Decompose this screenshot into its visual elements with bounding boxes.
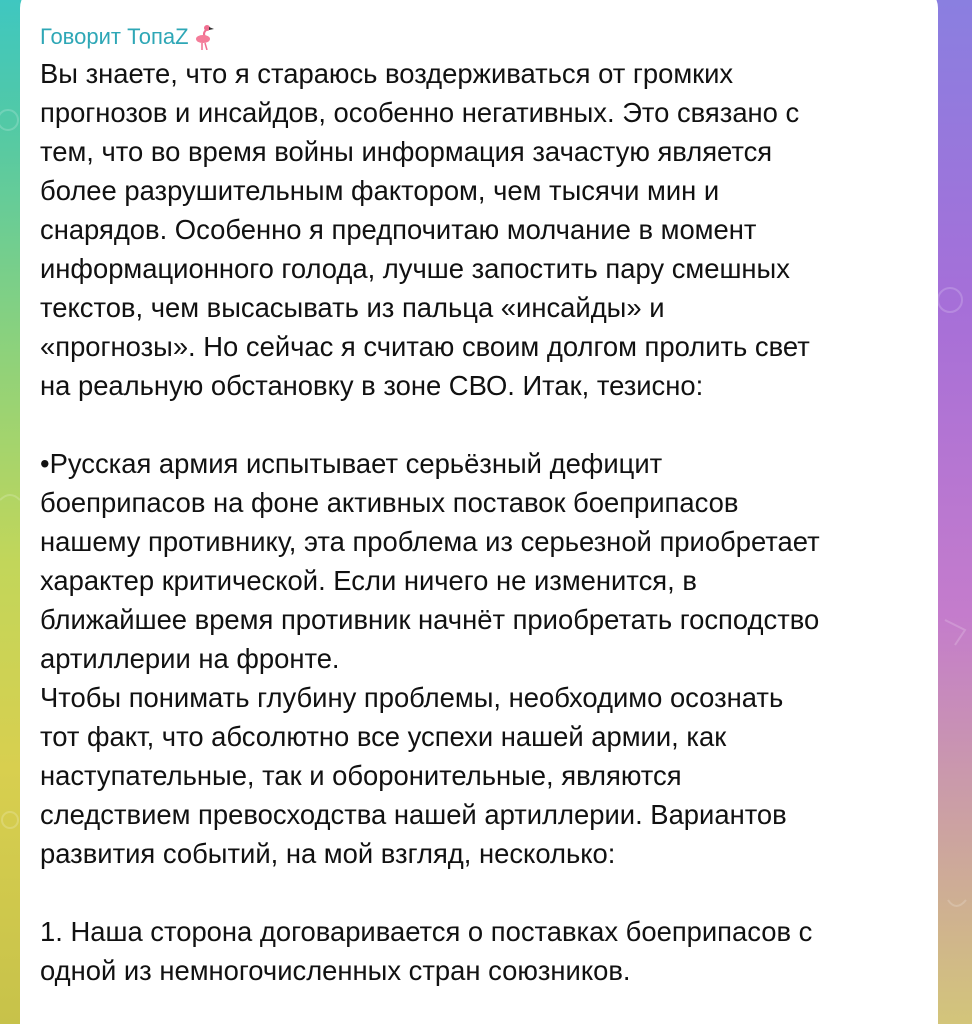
- message-sender[interactable]: [40, 22, 918, 52]
- flamingo-icon: [193, 24, 215, 50]
- sender-name[interactable]: Говорит ТопаZ: [40, 24, 189, 49]
- message-text: Вы знаете, что я стараюсь воздерживаться от громких прогнозов и инсайдов, особенно негативных. Это связано с тем, что во время войны информация зачастую является более разрушительным фактором, чем тысячи мин и снарядов. Особенно я предпочитаю молчание в момент информационного голода, лучше запостить пару смешных текстов, чем высасывать из пальца «инсайды» и «прогнозы». Но сейчас я считаю своим долгом пролить свет на реальную обстановку в зоне СВО. Итак, тезисно: •Русская армия испытывает серьёзный дефицит боеприпасов на фоне активных поставок боеприпасов нашему противнику, эта проблема из серьезной приобретает характер критической. Если ничего не изменится, в ближайшее время противник начнёт приобретать господство артиллерии на фронте. Чтобы понимать глубину проблемы, необходимо осознать тот факт, что абсолютно все успехи нашей армии, как наступательные, так и оборонительные, являются следствием превосходства нашей артиллерии. Вариантов развития событий, на мой взгляд, несколько: 1. Наша сторона договаривается о поставках боеприпасов с одной из немногочисленных стран союзников.: [40, 58, 820, 986]
- message-bubble[interactable]: [20, 0, 938, 1024]
